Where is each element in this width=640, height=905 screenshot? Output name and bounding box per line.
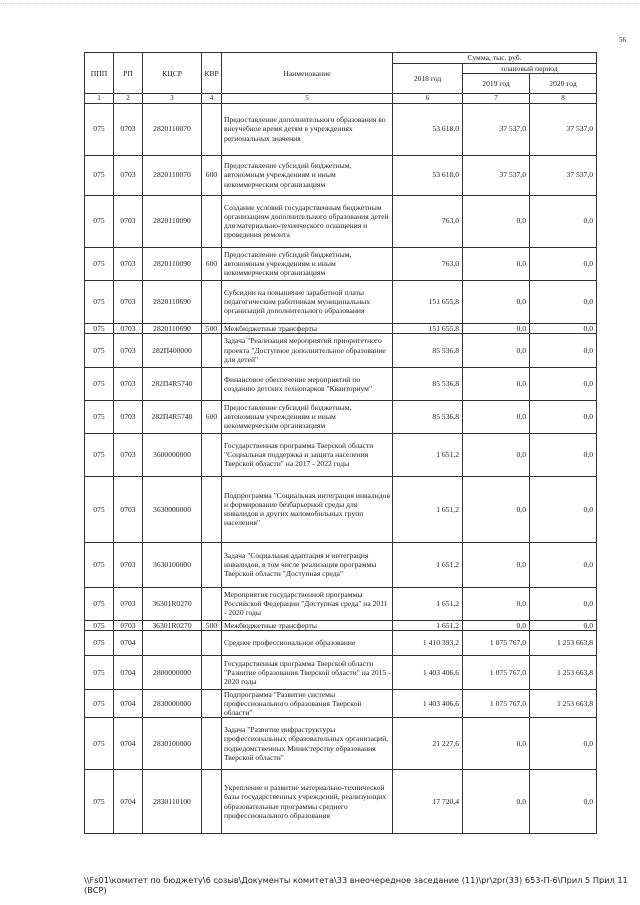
row-kcsr: 2820110690 [143, 323, 202, 333]
row-ppp: 075 [85, 770, 114, 834]
row-kcsr: 2830000000 [143, 689, 202, 717]
row-name: Субсидии на повышение заработной платы педагогическим работникам муниципальных организаций дополнительного образования [222, 280, 393, 323]
row-ppp: 075 [85, 655, 114, 689]
row-kvr [202, 718, 222, 770]
row-rp: 0703 [114, 400, 143, 433]
row-kvr [202, 630, 222, 655]
row-amount-2020: 37 537,0 [530, 155, 597, 195]
row-amount-2020: 0,0 [530, 587, 597, 620]
header-rp: РП [114, 53, 143, 94]
row-amount-2020: 0,0 [530, 400, 597, 433]
row-kvr [202, 333, 222, 367]
header-planned-period: плановый период [463, 64, 597, 74]
header-kcsr: КЦСР [143, 53, 202, 94]
row-name: Межбюджетные трансферты [222, 620, 393, 630]
row-ppp: 075 [85, 195, 114, 247]
row-amount-2020: 1 253 663,8 [530, 630, 597, 655]
table-body [85, 103, 597, 834]
row-amount-2018: 763,0 [393, 247, 463, 280]
row-ppp: 075 [85, 718, 114, 770]
row-kcsr: 3630000000 [143, 476, 202, 542]
row-ppp: 075 [85, 323, 114, 333]
table-row [85, 620, 597, 630]
row-kcsr: 36301R0270 [143, 620, 202, 630]
budget-table [84, 52, 597, 834]
table-row [85, 367, 597, 400]
row-ppp: 075 [85, 247, 114, 280]
row-amount-2018: 1 403 406,6 [393, 655, 463, 689]
row-amount-2020: 0,0 [530, 247, 597, 280]
header-ppp: ППП [85, 53, 114, 94]
column-number: 6 [393, 94, 463, 103]
row-kvr [202, 770, 222, 834]
table-row [85, 630, 597, 655]
row-amount-2019: 0,0 [463, 433, 530, 476]
row-name: Предоставление субсидий бюджетным, автономным учреждениям и иным некоммерческим организациям [222, 247, 393, 280]
header-name: Наименование [222, 53, 393, 94]
row-rp: 0703 [114, 620, 143, 630]
row-kcsr: 2820110070 [143, 155, 202, 195]
table-row [85, 195, 597, 247]
row-rp: 0703 [114, 542, 143, 587]
header-sum: Сумма, тыс. руб. [393, 53, 597, 64]
row-ppp: 075 [85, 155, 114, 195]
row-ppp: 075 [85, 542, 114, 587]
column-number: 3 [143, 94, 202, 103]
row-rp: 0703 [114, 280, 143, 323]
row-name: Финансовое обеспечение мероприятий по созданию детских технопарков "Кванториум" [222, 367, 393, 400]
table-row [85, 433, 597, 476]
row-amount-2020: 0,0 [530, 542, 597, 587]
row-rp: 0703 [114, 476, 143, 542]
row-kcsr: 36301R0270 [143, 587, 202, 620]
row-rp: 0703 [114, 195, 143, 247]
row-rp: 0703 [114, 587, 143, 620]
row-amount-2018: 151 655,8 [393, 280, 463, 323]
row-amount-2019: 1 075 767,0 [463, 630, 530, 655]
row-name: Среднее профессиональное образование [222, 630, 393, 655]
row-amount-2018: 21 227,6 [393, 718, 463, 770]
row-amount-2018: 1 403 406,6 [393, 689, 463, 717]
row-ppp: 075 [85, 630, 114, 655]
row-kvr: 600 [202, 400, 222, 433]
row-kvr [202, 542, 222, 587]
row-amount-2018: 1 651,2 [393, 433, 463, 476]
table-row [85, 280, 597, 323]
row-ppp: 075 [85, 367, 114, 400]
row-amount-2018: 763,0 [393, 195, 463, 247]
table-row [85, 587, 597, 620]
row-ppp: 075 [85, 333, 114, 367]
row-rp: 0703 [114, 323, 143, 333]
row-kcsr: 282П4R5740 [143, 400, 202, 433]
row-amount-2019: 0,0 [463, 718, 530, 770]
row-name: Подпрограмма "Социальная интеграция инвалидов и формирование безбарьерной среды для инвалидов и других маломобильных групп населения" [222, 476, 393, 542]
column-number: 1 [85, 94, 114, 103]
row-amount-2019: 0,0 [463, 542, 530, 587]
row-rp: 0703 [114, 247, 143, 280]
row-amount-2020: 1 253 663,8 [530, 689, 597, 717]
row-ppp: 075 [85, 400, 114, 433]
row-kcsr: 2820110070 [143, 103, 202, 155]
row-amount-2019: 0,0 [463, 323, 530, 333]
row-kvr [202, 655, 222, 689]
row-kcsr [143, 630, 202, 655]
row-amount-2018: 1 410 393,2 [393, 630, 463, 655]
row-kvr [202, 280, 222, 323]
table-row [85, 323, 597, 333]
row-name: Государственная программа Тверской области "Социальная поддержка и защита населения Тверской области" на 2017 - 2022 годы [222, 433, 393, 476]
row-ppp: 075 [85, 280, 114, 323]
row-amount-2019: 0,0 [463, 770, 530, 834]
row-kvr [202, 587, 222, 620]
table-row [85, 655, 597, 689]
header-2020: 2020 год [530, 74, 597, 94]
row-name: Межбюджетные трансферты [222, 323, 393, 333]
row-rp: 0704 [114, 689, 143, 717]
page-number: 56 [619, 36, 626, 44]
row-amount-2018: 1 651,2 [393, 542, 463, 587]
row-kcsr: 2820110690 [143, 280, 202, 323]
table-row [85, 542, 597, 587]
table-row [85, 476, 597, 542]
row-amount-2019: 1 075 767,0 [463, 689, 530, 717]
table-row [85, 770, 597, 834]
row-name: Подпрограмма "Развитие системы профессионального образования Тверской области" [222, 689, 393, 717]
row-amount-2019: 0,0 [463, 195, 530, 247]
row-amount-2019: 0,0 [463, 620, 530, 630]
row-rp: 0703 [114, 333, 143, 367]
row-amount-2018: 85 536,8 [393, 400, 463, 433]
row-amount-2019: 0,0 [463, 367, 530, 400]
row-name: Создание условий государственным бюджетным организациям дополнительного образования детей для материально-технического оснащения и проведения ремонта [222, 195, 393, 247]
row-name: Укрепление и развитие материально-технической базы государственных учреждений, реализующих образовательные программы среднего профессионального образования [222, 770, 393, 834]
row-kvr [202, 103, 222, 155]
table-row [85, 103, 597, 155]
row-name: Предоставление дополнительного образования во внеучебное время детям в учреждениях региональных значения [222, 103, 393, 155]
row-name: Задача "Реализация мероприятий приоритетного проекта "Доступное дополнительное образование для детей" [222, 333, 393, 367]
row-amount-2019: 0,0 [463, 333, 530, 367]
row-amount-2018: 1 651,2 [393, 476, 463, 542]
column-number: 7 [463, 94, 530, 103]
column-number: 5 [222, 94, 393, 103]
row-amount-2018: 151 655,8 [393, 323, 463, 333]
table-row [85, 689, 597, 717]
row-kcsr: 2830110100 [143, 770, 202, 834]
row-amount-2019: 0,0 [463, 587, 530, 620]
row-kcsr: 2820110090 [143, 195, 202, 247]
row-rp: 0703 [114, 367, 143, 400]
row-amount-2018: 1 651,2 [393, 587, 463, 620]
row-amount-2020: 37 537,0 [530, 103, 597, 155]
table-row [85, 333, 597, 367]
row-kvr [202, 367, 222, 400]
row-name: Мероприятия государственной программы Российской Федерации "Доступная среда" на 2011 - 2020 годы [222, 587, 393, 620]
row-kvr [202, 195, 222, 247]
table-row [85, 155, 597, 195]
row-rp: 0704 [114, 630, 143, 655]
footer-file-path: \\Fs01\комитет по бюджету\6 созыв\Документы комитета\33 внеочередное заседание (11)\pr\zpr(33) 653-П-6\Прил 5 Прил 11 (ВСР) [84, 875, 628, 895]
row-amount-2020: 0,0 [530, 280, 597, 323]
header-2019: 2019 год [463, 74, 530, 94]
row-amount-2019: 37 537,0 [463, 155, 530, 195]
row-amount-2020: 0,0 [530, 333, 597, 367]
header-2018: 2018 год [393, 64, 463, 94]
row-amount-2020: 0,0 [530, 323, 597, 333]
column-number-row [85, 94, 597, 103]
row-kcsr: 282П4R5740 [143, 367, 202, 400]
row-amount-2020: 1 253 663,8 [530, 655, 597, 689]
column-number: 2 [114, 94, 143, 103]
row-amount-2020: 0,0 [530, 718, 597, 770]
row-kvr [202, 433, 222, 476]
row-name: Предоставление субсидий бюджетным, автономным учреждениям и иным некоммерческим организациям [222, 400, 393, 433]
row-kvr: 600 [202, 155, 222, 195]
row-amount-2018: 53 618,0 [393, 103, 463, 155]
table-row [85, 400, 597, 433]
row-ppp: 075 [85, 103, 114, 155]
row-kvr: 500 [202, 620, 222, 630]
column-number: 4 [202, 94, 222, 103]
row-rp: 0703 [114, 433, 143, 476]
row-amount-2020: 0,0 [530, 770, 597, 834]
row-name: Государственная программа Тверской области "Развитие образования Тверской области" на 2015 - 2020 годы [222, 655, 393, 689]
row-kvr: 600 [202, 247, 222, 280]
row-amount-2019: 0,0 [463, 400, 530, 433]
row-kcsr: 282П400000 [143, 333, 202, 367]
row-ppp: 075 [85, 433, 114, 476]
table-row [85, 247, 597, 280]
row-kvr [202, 476, 222, 542]
row-ppp: 075 [85, 689, 114, 717]
row-amount-2019: 37 537,0 [463, 103, 530, 155]
row-kvr: 500 [202, 323, 222, 333]
row-kcsr: 3600000000 [143, 433, 202, 476]
row-amount-2018: 53 618,0 [393, 155, 463, 195]
row-amount-2020: 0,0 [530, 433, 597, 476]
row-amount-2019: 0,0 [463, 476, 530, 542]
row-rp: 0704 [114, 770, 143, 834]
row-amount-2018: 17 720,4 [393, 770, 463, 834]
row-amount-2020: 0,0 [530, 367, 597, 400]
row-kcsr: 2800000000 [143, 655, 202, 689]
row-ppp: 075 [85, 476, 114, 542]
row-name: Задача "Социальная адаптация и интеграция инвалидов, в том числе реализация программы Тверской области "Доступная среда" [222, 542, 393, 587]
column-number: 8 [530, 94, 597, 103]
row-amount-2020: 0,0 [530, 476, 597, 542]
row-amount-2020: 0,0 [530, 195, 597, 247]
row-kcsr: 2830100000 [143, 718, 202, 770]
row-kvr [202, 689, 222, 717]
row-amount-2018: 85 536,8 [393, 333, 463, 367]
row-amount-2019: 0,0 [463, 247, 530, 280]
row-name: Задача "Развитие инфраструктуры профессиональных образовательных организаций, подведомственных Министерству образования Тверской области" [222, 718, 393, 770]
row-ppp: 075 [85, 587, 114, 620]
row-amount-2019: 1 075 767,0 [463, 655, 530, 689]
row-rp: 0703 [114, 103, 143, 155]
row-name: Предоставление субсидий бюджетным, автономным учреждениям и иным некоммерческим организациям [222, 155, 393, 195]
row-kcsr: 3630100000 [143, 542, 202, 587]
row-kcsr: 2820110090 [143, 247, 202, 280]
row-ppp: 075 [85, 620, 114, 630]
table-row [85, 718, 597, 770]
row-rp: 0704 [114, 655, 143, 689]
header-kvr: КВР [202, 53, 222, 94]
row-amount-2018: 85 536,8 [393, 367, 463, 400]
row-rp: 0704 [114, 718, 143, 770]
row-amount-2020: 0,0 [530, 620, 597, 630]
scan-top-edge [0, 3, 640, 5]
row-amount-2018: 1 651,2 [393, 620, 463, 630]
table-header [85, 53, 597, 104]
row-rp: 0703 [114, 155, 143, 195]
row-amount-2019: 0,0 [463, 280, 530, 323]
